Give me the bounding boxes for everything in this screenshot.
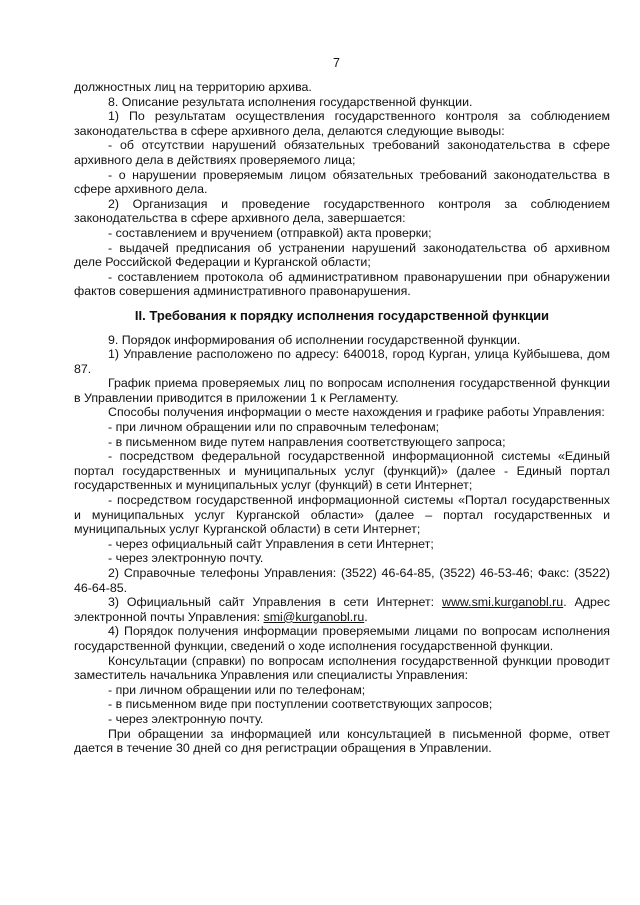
list-item: - выдачей предписания об устранении нарушений законодательства об архивном деле Российской Федерации и Курганской области; bbox=[74, 240, 610, 270]
paragraph: 4) Порядок получения информации проверяемыми лицами по вопросам исполнения государственной функции, сведений о ходе исполнения государственной функции. bbox=[74, 624, 610, 653]
paragraph: 2) Справочные телефоны Управления: (3522) 46-64-85, (3522) 46-53-46; Факс: (3522) 46-64-85. bbox=[74, 566, 610, 595]
paragraphs-top bbox=[74, 80, 610, 595]
paragraph: При обращении за информацией или консультацией в письменной форме, ответ дается в течение 30 дней со дня регистрации обращения в Управлении. bbox=[74, 726, 610, 756]
paragraph: 1) Управление расположено по адресу: 640018, город Курган, улица Куйбышева, дом 87. bbox=[74, 347, 610, 376]
list-item: - в письменном виде при поступлении соответствующих запросов; bbox=[108, 697, 493, 712]
paragraphs-bottom bbox=[74, 624, 610, 755]
paragraph: Консультации (справки) по вопросам исполнения государственной функции проводит заместитель начальника Управления или специалисты Управления: bbox=[74, 653, 610, 683]
list-item: - при личном обращении или по телефонам; bbox=[108, 682, 366, 697]
paragraph: Способы получения информации о месте нахождения и графике работы Управления: bbox=[108, 405, 605, 420]
item-heading: 8. Описание результата исполнения государственной функции. bbox=[108, 94, 473, 109]
list-item: - о нарушении проверяемым лицом обязательных требований законодательства в сфере архивного дела. bbox=[74, 167, 610, 197]
list-item: - посредством государственной информационной системы «Портал государственных и муниципальных услуг Курганской области» (далее – портал государственных и муниципальных услуг Курганской области) в сети Интернет; bbox=[74, 493, 610, 537]
website-link[interactable]: www.smi.kurganobl.ru bbox=[442, 595, 564, 610]
website-paragraph bbox=[74, 595, 610, 624]
list-item: - в письменном виде путем направления соответствующего запроса; bbox=[108, 434, 506, 449]
text-line: должностных лиц на территорию архива. bbox=[74, 80, 312, 94]
list-item: - через официальный сайт Управления в сети Интернет; bbox=[108, 536, 434, 551]
paragraph: 1) По результатам осуществления государственного контроля за соблюдением законодательства в сфере архивного дела, делаются следующие выводы: bbox=[74, 109, 610, 138]
paragraph: График приема проверяемых лиц по вопросам исполнения государственной функции в Управлении приводится в приложении 1 к Регламенту. bbox=[74, 376, 610, 405]
paragraph: 2) Организация и проведение государственного контроля за соблюдением законодательства в сфере архивного дела, завершается: bbox=[74, 196, 610, 226]
item-heading: 9. Порядок информирования об исполнении государственной функции. bbox=[108, 332, 521, 347]
section-heading: II. Требования к порядку исполнения государственной функции bbox=[134, 307, 550, 323]
website-paragraph-end: . bbox=[364, 609, 368, 624]
list-item: - через электронную почту. bbox=[108, 711, 264, 726]
list-item: - через электронную почту. bbox=[108, 551, 264, 566]
email-link[interactable]: smi@kurganobl.ru bbox=[263, 609, 365, 624]
email-label-text: . Адрес электронной почты Управления: bbox=[74, 595, 611, 624]
list-item: - составлением и вручением (отправкой) акта проверки; bbox=[108, 225, 432, 240]
website-text: 3) Официальный сайт Управления в сети Интернет: bbox=[108, 595, 442, 610]
document-body bbox=[74, 80, 610, 756]
list-item: - об отсутствии нарушений обязательных требований законодательства в сфере архивного дела в действиях проверяемого лица; bbox=[74, 138, 610, 167]
page-number: 7 bbox=[333, 56, 340, 70]
list-item: - посредством федеральной государственной информационной системы «Единый портал государственных и муниципальных услуг (функций)» (далее - Единый портал государственных и муниципальных услуг (функций) в сети Интернет; bbox=[74, 449, 610, 493]
list-item: - при личном обращении или по справочным телефонам; bbox=[108, 420, 440, 435]
list-item: - составлением протокола об административном правонарушении при обнаружении фактов совершения административного правонарушения. bbox=[74, 269, 610, 299]
